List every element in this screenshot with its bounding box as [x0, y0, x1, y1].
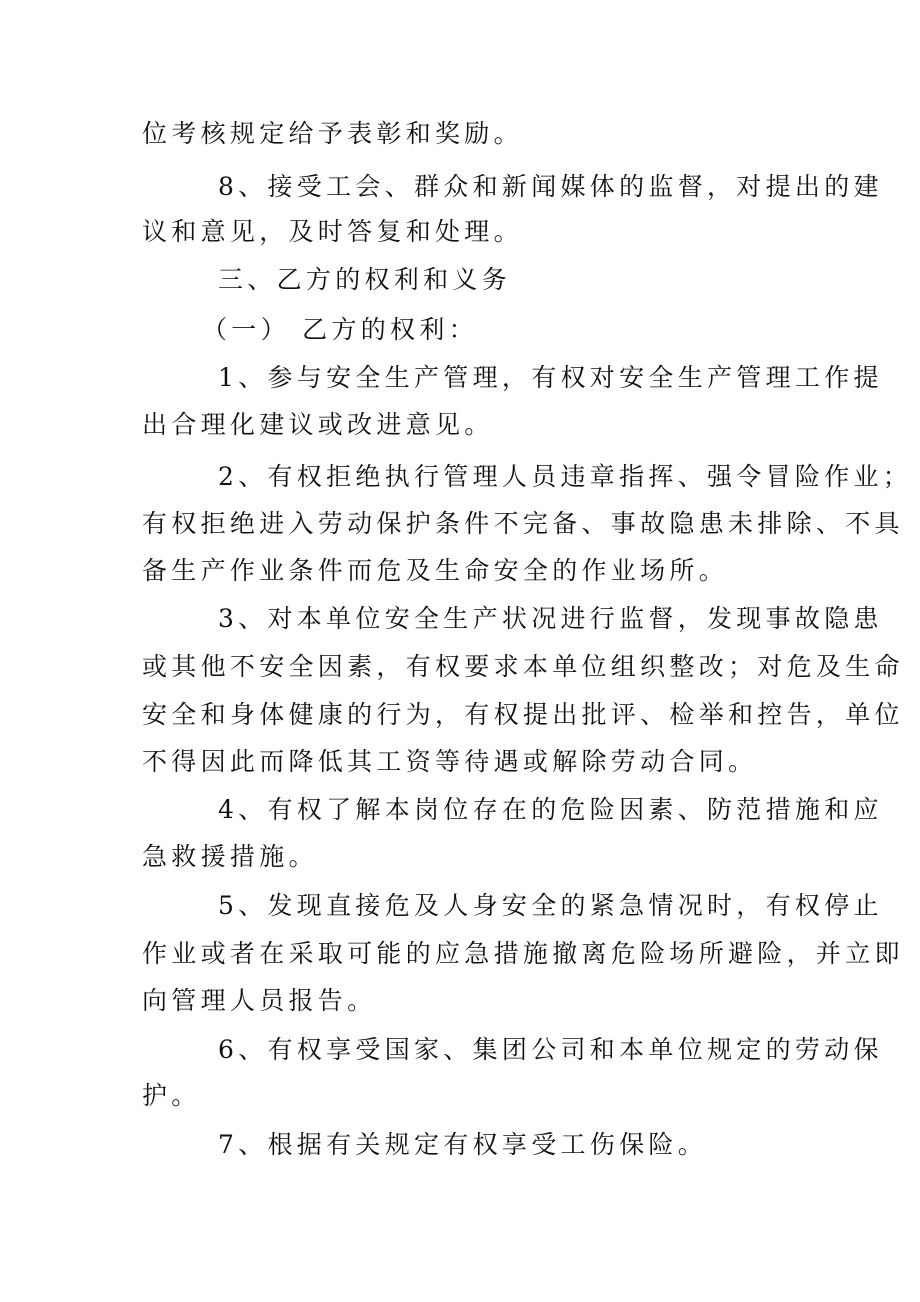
text-line: 护。: [142, 1081, 201, 1110]
text-line: 有权拒绝进入劳动保护条件不完备、事故隐患未排除、不具: [142, 509, 904, 538]
text-line: 安全和身体健康的行为，有权提出批评、检举和控告，单位: [142, 700, 904, 729]
text-line: 4、有权了解本岗位存在的危险因素、防范措施和应: [218, 795, 883, 824]
text-line: 7、根据有关规定有权享受工伤保险。: [218, 1130, 708, 1159]
text-line: 向管理人员报告。: [142, 986, 377, 1015]
text-line: 3、对本单位安全生产状况进行监督，发现事故隐患: [218, 604, 883, 633]
text-line: 6、有权享受国家、集团公司和本单位规定的劳动保: [218, 1035, 883, 1064]
text-line: 2、有权拒绝执行管理人员违章指挥、强令冒险作业；: [218, 462, 913, 491]
text-line: 出合理化建议或改进意见。: [142, 410, 494, 439]
text-line: 1、参与安全生产管理，有权对安全生产管理工作提: [218, 363, 883, 392]
text-line: 备生产作业条件而危及生命安全的作业场所。: [142, 556, 729, 585]
text-line: 急救援措施。: [142, 842, 318, 871]
text-line: 议和意见，及时答复和处理。: [142, 217, 523, 246]
text-line: 位考核规定给予表彰和奖励。: [142, 119, 523, 148]
text-line: 8、接受工会、群众和新闻媒体的监督，对提出的建: [218, 172, 883, 201]
text-line: 或其他不安全因素，有权要求本单位组织整改；对危及生命: [142, 652, 904, 681]
text-line: 不得因此而降低其工资等待遇或解除劳动合同。: [142, 747, 758, 776]
subsection-heading: （一） 乙方的权利：: [202, 315, 478, 344]
text-line: 5、发现直接危及人身安全的紧急情况时，有权停止: [218, 891, 883, 920]
text-line: 作业或者在采取可能的应急措施撤离危险场所避险，并立即: [142, 939, 904, 968]
section-heading: 三、乙方的权利和义务: [218, 265, 512, 294]
